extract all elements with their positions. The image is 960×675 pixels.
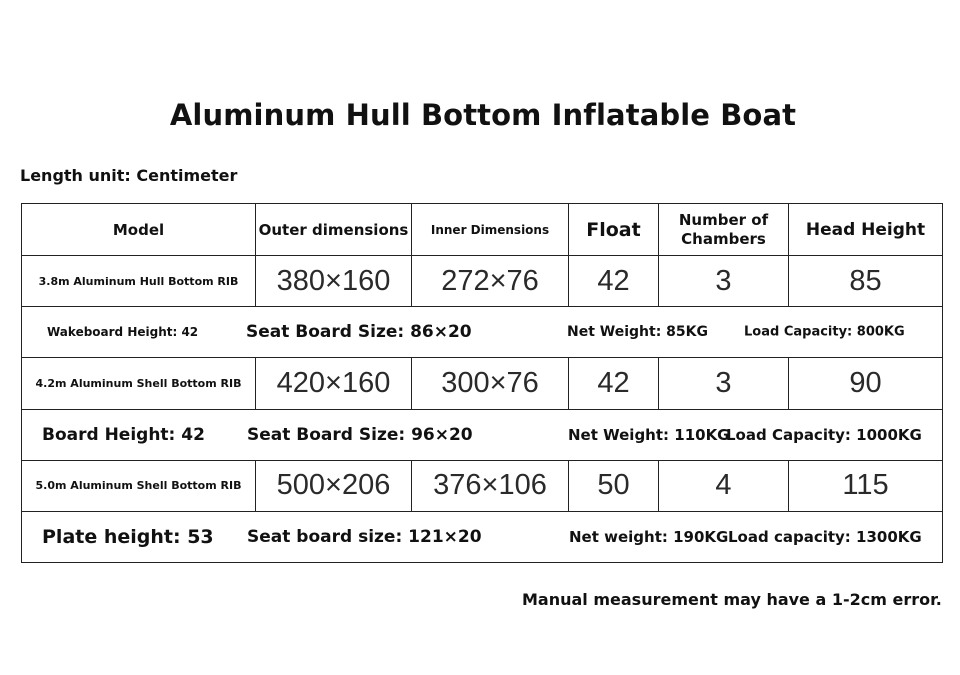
page-title: Aluminum Hull Bottom Inflatable Boat	[169, 98, 797, 132]
measurement-note: Manual measurement may have a 1-2cm error.	[522, 590, 942, 609]
cell-head-height: 85	[789, 256, 943, 307]
cell-inner: 272×76	[412, 256, 569, 307]
header-float: Float	[569, 204, 659, 256]
info-net-weight: Net Weight: 85KG	[567, 324, 708, 341]
header-chambers	[659, 204, 789, 256]
info-height: Plate height: 53	[42, 525, 214, 548]
cell-chambers: 3	[659, 256, 789, 307]
info-row	[22, 409, 943, 460]
cell-float: 42	[569, 256, 659, 307]
info-seat-size: Seat Board Size: 86×20	[246, 322, 472, 343]
header-outer-dimensions: Outer dimensions	[256, 204, 412, 256]
spec-table	[21, 203, 943, 563]
info-load-capacity: Load capacity: 1300KG	[728, 527, 922, 546]
cell-head-height: 115	[789, 460, 943, 511]
unit-label: Length unit: Centimeter	[20, 166, 238, 185]
header-chambers-line1: Number of	[678, 210, 769, 229]
info-cell	[22, 409, 943, 460]
cell-model: 5.0m Aluminum Shell Bottom RIB	[22, 460, 256, 511]
info-cell	[22, 307, 943, 358]
cell-chambers: 3	[659, 358, 789, 409]
table-row	[22, 358, 943, 409]
info-seat-size: Seat Board Size: 96×20	[247, 424, 473, 445]
cell-model: 4.2m Aluminum Shell Bottom RIB	[22, 358, 256, 409]
info-net-weight: Net Weight: 110KG	[568, 425, 730, 444]
info-net-weight: Net weight: 190KG	[569, 527, 729, 546]
cell-float: 42	[569, 358, 659, 409]
cell-float: 50	[569, 460, 659, 511]
info-cell	[22, 511, 943, 562]
header-model: Model	[22, 204, 256, 256]
cell-outer: 420×160	[256, 358, 412, 409]
info-load-capacity: Load Capacity: 800KG	[744, 324, 905, 340]
info-height: Wakeboard Height: 42	[47, 325, 199, 340]
cell-chambers: 4	[659, 460, 789, 511]
header-inner-dimensions: Inner Dimensions	[412, 204, 569, 256]
table-row	[22, 460, 943, 511]
info-row	[22, 307, 943, 358]
table-header-row	[22, 204, 943, 256]
info-load-capacity: Load Capacity: 1000KG	[726, 425, 922, 444]
cell-inner: 376×106	[412, 460, 569, 511]
header-chambers-line2: Chambers	[681, 229, 766, 248]
info-seat-size: Seat board size: 121×20	[247, 526, 482, 547]
info-row	[22, 511, 943, 562]
table-row	[22, 256, 943, 307]
cell-outer: 500×206	[256, 460, 412, 511]
cell-outer: 380×160	[256, 256, 412, 307]
cell-head-height: 90	[789, 358, 943, 409]
cell-inner: 300×76	[412, 358, 569, 409]
header-head-height: Head Height	[789, 204, 943, 256]
cell-model: 3.8m Aluminum Hull Bottom RIB	[22, 256, 256, 307]
info-height: Board Height: 42	[42, 424, 205, 445]
